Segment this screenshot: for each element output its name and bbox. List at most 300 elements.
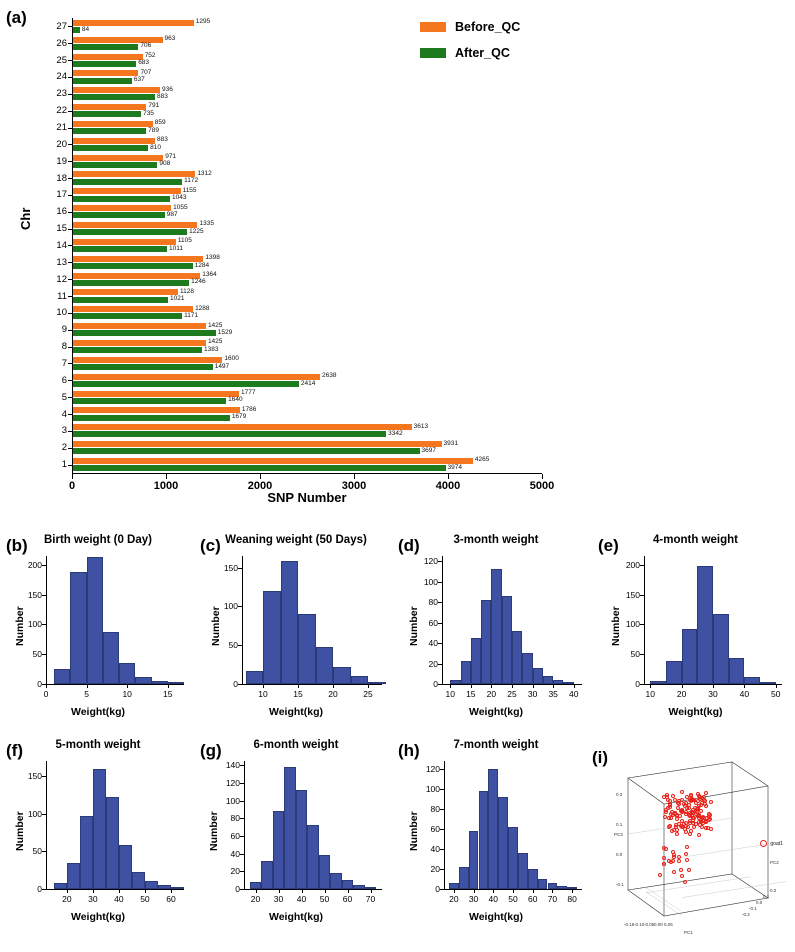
hp-g-y-tick-mark xyxy=(240,818,244,819)
hp-c-y-tick-50: 50 xyxy=(228,640,238,651)
hp-f-bar-0 xyxy=(54,883,67,889)
y-tick-label-chr-19: 19 xyxy=(56,155,67,167)
y-tick-label-chr-23: 23 xyxy=(56,88,67,100)
bar-value-after-qc-chr-10: 1171 xyxy=(184,312,199,320)
pca-point-151 xyxy=(679,868,683,872)
hp-c-bar-4 xyxy=(316,647,334,684)
hp-c-x-tick-mark xyxy=(368,684,369,688)
pca-y-tick-3: 0.1 xyxy=(763,894,770,899)
bar-before-qc-chr-3 xyxy=(72,424,412,430)
hp-c-x-tick-mark xyxy=(333,684,334,688)
hp-e-y-tick-0: 0 xyxy=(635,679,640,689)
bar-group-chr-2 xyxy=(61,439,542,456)
bar-after-qc-chr-14 xyxy=(72,246,167,252)
hp-c-bar-1 xyxy=(263,591,281,684)
hp-g-x-tick-50: 50 xyxy=(319,894,330,904)
hp-c-y-tick-mark xyxy=(238,606,242,607)
hp-h-x-tick-mark xyxy=(474,889,475,893)
y-tick-label-chr-7: 7 xyxy=(61,357,67,369)
hp-h-bar-5 xyxy=(498,797,508,889)
bar-value-before-qc-chr-25: 752 xyxy=(144,51,156,59)
pca-point-130 xyxy=(675,828,679,832)
hp-e-y-tick-mark xyxy=(640,624,644,625)
bar-after-qc-chr-24 xyxy=(72,78,132,84)
panel-b-label: (b) xyxy=(6,536,28,555)
bar-value-before-qc-chr-16: 1055 xyxy=(173,203,188,211)
bar-before-qc-chr-9 xyxy=(72,323,206,329)
x-tick-mark xyxy=(166,474,167,479)
y-tick-label-chr-27: 27 xyxy=(56,20,67,32)
bar-value-before-qc-chr-18: 1312 xyxy=(197,169,212,177)
panel-e-4month-weight-histogram xyxy=(596,528,795,726)
x-tick-label-0: 0 xyxy=(68,480,76,492)
pca-point-171 xyxy=(685,858,689,862)
hp-g-y-tick-40: 40 xyxy=(230,848,240,859)
bar-before-qc-chr-13 xyxy=(72,256,203,262)
hp-b-y-tick-mark xyxy=(42,565,46,566)
y-tick-label-chr-11: 11 xyxy=(57,290,67,302)
panel-d-3month-weight-histogram xyxy=(396,528,596,726)
hp-g-x-tick-mark xyxy=(325,889,326,893)
bar-value-after-qc-chr-7: 1497 xyxy=(214,362,230,370)
hp-e-y-tick-50: 50 xyxy=(630,649,640,660)
y-tick-label-chr-20: 20 xyxy=(56,138,67,150)
y-tick-label-chr-17: 17 xyxy=(56,189,67,201)
hp-c-y-tick-mark xyxy=(238,568,242,569)
panel-i-label: (i) xyxy=(592,748,609,767)
hp-h-bar-3 xyxy=(479,791,489,889)
pca-y-axis-label: PC2 xyxy=(770,860,779,865)
bar-after-qc-chr-17 xyxy=(72,196,170,202)
y-tick-label-chr-1: 1 xyxy=(61,459,67,471)
hp-d-x-tick-35: 35 xyxy=(548,689,558,699)
hp-e-bar-3 xyxy=(697,566,713,684)
bar-value-before-qc-chr-11: 1128 xyxy=(180,287,195,295)
hp-b-bar-0 xyxy=(54,669,70,684)
hp-b-bar-4 xyxy=(119,663,135,684)
hp-e-x-tick-mark xyxy=(650,684,651,688)
x-tick-label-2000: 2000 xyxy=(247,480,273,492)
panel-c-x-axis-label: Weight(kg) xyxy=(268,706,324,718)
hp-g-y-tick-0: 0 xyxy=(235,884,240,894)
panel-b-birth-weight-histogram xyxy=(0,528,196,726)
pca-point-152 xyxy=(658,873,662,877)
hp-f-x-tick-mark xyxy=(119,889,120,893)
hp-h-y-tick-mark xyxy=(440,769,444,770)
hp-b-y-tick-200: 200 xyxy=(27,559,42,570)
hp-d-x-tick-mark xyxy=(533,684,534,688)
hp-c-bar-0 xyxy=(246,671,264,684)
hp-d-bar-11 xyxy=(563,682,573,684)
hp-b-x-tick-0: 0 xyxy=(43,689,49,699)
panel-f-5month-weight-histogram xyxy=(0,733,196,933)
hp-f-y-tick-mark xyxy=(42,814,46,815)
pca-y-tick-2: 0.0 xyxy=(756,900,763,905)
hp-d-bar-8 xyxy=(533,668,543,684)
hp-d-bar-3 xyxy=(481,600,491,684)
y-tick-label-chr-3: 3 xyxy=(61,425,67,437)
panel-d-y-axis-label: Number xyxy=(408,606,420,646)
hp-d-bar-7 xyxy=(522,653,532,684)
bar-before-qc-chr-4 xyxy=(72,407,240,413)
hp-g-y-tick-mark xyxy=(240,783,244,784)
hp-f-x-tick-mark xyxy=(93,889,94,893)
panel-d-title: 3-month weight xyxy=(453,534,539,546)
hp-h-x-tick-mark xyxy=(533,889,534,893)
hp-d-x-tick-mark xyxy=(512,684,513,688)
bar-group-chr-19 xyxy=(56,153,542,170)
bar-before-qc-chr-11 xyxy=(72,289,178,295)
bar-after-qc-chr-20 xyxy=(72,145,148,151)
hp-g-x-tick-20: 20 xyxy=(250,894,261,904)
hp-e-bar-6 xyxy=(744,677,760,684)
hp-h-x-tick-mark xyxy=(493,889,494,893)
bar-group-chr-14 xyxy=(56,237,542,254)
hp-b-x-tick-mark xyxy=(46,684,47,688)
hp-g-bar-1 xyxy=(261,861,273,889)
hp-d-y-tick-mark xyxy=(438,582,442,583)
hp-f-y-tick-mark xyxy=(42,851,46,852)
pca-z-tick-3: 0.2 xyxy=(616,792,623,797)
hp-f-x-tick-40: 40 xyxy=(114,894,124,904)
hp-g-x-tick-40: 40 xyxy=(296,894,307,904)
hp-e-y-tick-mark xyxy=(640,595,644,596)
bar-value-before-qc-chr-3: 3613 xyxy=(413,422,429,430)
hp-e-bar-7 xyxy=(760,682,776,684)
pca-x-tick-1: -0.10 xyxy=(634,922,645,927)
hp-f-x-tick-mark xyxy=(67,889,68,893)
hp-e-x-tick-30: 30 xyxy=(708,689,718,699)
panel-g-label: (g) xyxy=(200,741,222,760)
hp-d-y-tick-mark xyxy=(438,602,442,603)
hp-h-bar-9 xyxy=(538,879,548,889)
hp-c-y-tick-0: 0 xyxy=(233,679,238,689)
hp-f-x-tick-mark xyxy=(171,889,172,893)
bar-value-after-qc-chr-22: 735 xyxy=(143,109,154,117)
hp-d-x-tick-mark xyxy=(471,684,472,688)
hp-d-x-tick-40: 40 xyxy=(569,689,579,699)
y-tick-label-chr-26: 26 xyxy=(56,37,67,49)
bar-value-after-qc-chr-27: 84 xyxy=(81,25,90,33)
bar-group-chr-16 xyxy=(56,203,542,220)
hp-f-y-axis xyxy=(46,761,47,890)
bar-before-qc-chr-21 xyxy=(72,121,153,127)
hp-b-x-tick-10: 10 xyxy=(122,689,132,699)
hp-d-y-tick-mark xyxy=(438,684,442,685)
hp-d-y-tick-mark xyxy=(438,561,442,562)
bar-before-qc-chr-17 xyxy=(72,188,181,194)
bar-group-chr-3 xyxy=(61,422,542,439)
bar-value-after-qc-chr-12: 1246 xyxy=(191,278,206,286)
bar-value-before-qc-chr-5: 1777 xyxy=(241,388,256,396)
hp-g-y-tick-140: 140 xyxy=(225,760,240,771)
panel-f-plot-area xyxy=(27,761,184,904)
pca-point-170 xyxy=(680,874,684,878)
bar-value-before-qc-chr-26: 963 xyxy=(164,35,176,43)
bar-group-chr-8 xyxy=(61,338,542,355)
bar-value-before-qc-chr-7: 1600 xyxy=(224,355,239,363)
hp-d-bar-9 xyxy=(543,676,553,684)
pca-point-149 xyxy=(684,830,688,834)
bar-group-chr-13 xyxy=(56,254,542,271)
pca-point-131 xyxy=(703,799,707,803)
y-tick-label-chr-22: 22 xyxy=(56,105,67,117)
panel-h-7month-weight-histogram xyxy=(396,733,596,933)
hp-f-bar-9 xyxy=(171,887,184,889)
bar-value-before-qc-chr-10: 1288 xyxy=(195,304,210,312)
pca-point-141 xyxy=(691,816,695,820)
hp-h-x-tick-50: 50 xyxy=(508,894,518,904)
hp-d-y-tick-40: 40 xyxy=(428,638,438,649)
hp-c-x-tick-15: 15 xyxy=(293,689,303,699)
hp-d-x-tick-25: 25 xyxy=(507,689,517,699)
panel-g-plot-area xyxy=(225,760,382,904)
hp-g-bar-5 xyxy=(307,825,319,889)
hp-h-y-axis xyxy=(444,761,445,890)
pca-point-96 xyxy=(697,833,701,837)
bar-value-after-qc-chr-6: 2414 xyxy=(300,379,316,387)
hp-h-y-tick-mark xyxy=(440,889,444,890)
bar-after-qc-chr-25 xyxy=(72,61,136,67)
hp-f-x-tick-60: 60 xyxy=(166,894,176,904)
panel-h-label: (h) xyxy=(398,741,420,760)
bar-value-before-qc-chr-9: 1425 xyxy=(207,321,223,329)
bar-group-chr-17 xyxy=(56,186,542,204)
bar-after-qc-chr-1 xyxy=(72,465,446,471)
pca-z-tick-2: 0.1 xyxy=(616,822,623,827)
hp-h-bar-7 xyxy=(518,853,528,889)
hp-h-y-tick-mark xyxy=(440,869,444,870)
pca-y-tick-4: 0.2 xyxy=(770,888,777,893)
hp-g-bar-6 xyxy=(319,855,331,889)
hp-e-bar-5 xyxy=(729,658,745,684)
bar-after-qc-chr-22 xyxy=(72,111,141,117)
pca-x-tick-3: 0.00 xyxy=(654,922,663,927)
bar-value-before-qc-chr-6: 2638 xyxy=(321,372,337,380)
hp-f-x-tick-20: 20 xyxy=(62,894,72,904)
hp-d-x-tick-mark xyxy=(491,684,492,688)
hp-b-x-tick-mark xyxy=(127,684,128,688)
hp-h-bar-11 xyxy=(557,886,567,889)
hp-f-x-tick-30: 30 xyxy=(88,894,98,904)
hp-b-x-tick-mark xyxy=(168,684,169,688)
hp-g-x-axis xyxy=(244,889,382,890)
hp-e-y-tick-mark xyxy=(640,654,644,655)
panel-b-plot-area xyxy=(27,556,184,699)
hp-b-bar-5 xyxy=(135,677,151,684)
y-tick-label-chr-6: 6 xyxy=(61,374,67,386)
hp-e-bar-2 xyxy=(682,629,698,684)
hp-b-bar-7 xyxy=(168,682,184,684)
pca-point-26 xyxy=(663,815,667,819)
bar-value-after-qc-chr-9: 1529 xyxy=(217,328,233,336)
bar-before-qc-chr-8 xyxy=(72,340,206,346)
hp-e-y-tick-200: 200 xyxy=(625,559,640,570)
hp-d-bar-4 xyxy=(491,569,501,684)
panel-e-label: (e) xyxy=(598,536,619,555)
bar-after-qc-chr-23 xyxy=(72,94,155,100)
hp-b-y-tick-mark xyxy=(42,595,46,596)
bar-after-qc-chr-8 xyxy=(72,347,202,353)
bar-after-qc-chr-13 xyxy=(72,263,193,269)
panel-c-y-axis-label: Number xyxy=(210,606,222,646)
hp-h-y-tick-0: 0 xyxy=(435,884,440,894)
panel-e-plot-area xyxy=(625,556,782,699)
y-tick-label-chr-4: 4 xyxy=(61,408,67,420)
bar-before-qc-chr-25 xyxy=(72,54,143,60)
bar-after-qc-chr-27 xyxy=(72,27,80,33)
bar-value-after-qc-chr-11: 1021 xyxy=(169,295,185,303)
hp-f-x-tick-mark xyxy=(145,889,146,893)
hp-d-y-tick-20: 20 xyxy=(428,658,438,669)
hp-g-y-tick-mark xyxy=(240,889,244,890)
bar-group-chr-1 xyxy=(61,456,542,473)
hp-b-y-tick-0: 0 xyxy=(37,679,42,689)
hp-e-bar-4 xyxy=(713,614,729,684)
pca-legend-marker xyxy=(760,840,767,847)
hp-e-x-tick-mark xyxy=(682,684,683,688)
hp-d-x-tick-10: 10 xyxy=(445,689,455,699)
y-tick-label-chr-15: 15 xyxy=(56,223,67,235)
bar-value-after-qc-chr-1: 3974 xyxy=(447,463,463,471)
x-tick-mark xyxy=(354,474,355,479)
hp-g-bar-8 xyxy=(342,880,354,889)
x-tick-mark xyxy=(542,474,543,479)
bar-before-qc-chr-5 xyxy=(72,391,239,397)
hp-d-y-tick-60: 60 xyxy=(428,617,438,628)
panel-e-x-axis-label: Weight(kg) xyxy=(668,706,723,718)
bar-value-after-qc-chr-21: 789 xyxy=(148,126,160,134)
hp-d-bar-6 xyxy=(512,631,522,684)
bar-value-after-qc-chr-3: 3342 xyxy=(388,430,403,438)
legend-label-before-qc: Before_QC xyxy=(455,20,521,34)
bar-value-before-qc-chr-17: 1155 xyxy=(182,186,197,194)
hp-d-y-tick-120: 120 xyxy=(423,556,438,567)
panel-b-x-axis-label: Weight(kg) xyxy=(70,706,126,718)
pca-point-77 xyxy=(700,825,704,829)
hp-g-y-tick-mark xyxy=(240,836,244,837)
hp-h-y-tick-100: 100 xyxy=(425,784,440,794)
hp-c-bar-3 xyxy=(298,614,316,684)
hp-c-bar-6 xyxy=(351,676,369,684)
hp-e-y-tick-100: 100 xyxy=(625,619,640,630)
bar-before-qc-chr-27 xyxy=(72,20,194,26)
hp-b-y-tick-100: 100 xyxy=(27,619,42,630)
panel-b-title: Birth weight (0 Day) xyxy=(44,534,152,546)
y-tick-label-chr-12: 12 xyxy=(56,273,67,285)
bar-group-chr-5 xyxy=(61,388,542,406)
hp-f-bar-1 xyxy=(67,863,80,889)
hp-c-y-tick-mark xyxy=(238,684,242,685)
y-tick-label-chr-24: 24 xyxy=(56,71,67,83)
hp-d-x-tick-30: 30 xyxy=(527,689,538,699)
hp-d-y-tick-0: 0 xyxy=(433,679,438,689)
panel-c-plot-area xyxy=(223,556,382,699)
pca-y-tick-0: -0.2 xyxy=(742,912,750,917)
y-tick-label-chr-5: 5 xyxy=(61,391,67,403)
hp-h-bar-2 xyxy=(469,831,479,889)
x-tick-mark xyxy=(72,474,73,479)
panel-g-title: 6-month weight xyxy=(253,739,339,751)
hp-h-y-tick-120: 120 xyxy=(425,764,440,774)
hp-h-y-tick-mark xyxy=(440,789,444,790)
hp-h-x-tick-60: 60 xyxy=(527,894,538,904)
hp-e-y-tick-mark xyxy=(640,684,644,685)
hp-c-y-axis xyxy=(242,556,243,685)
pca-point-138 xyxy=(667,816,671,820)
hp-c-y-tick-150: 150 xyxy=(223,562,238,573)
hp-e-x-tick-mark xyxy=(776,684,777,688)
hp-f-bar-7 xyxy=(145,881,158,889)
panel-i-pca-3d-scatter xyxy=(592,740,792,945)
y-tick-label-chr-9: 9 xyxy=(61,324,67,336)
hp-g-y-axis xyxy=(244,761,245,890)
hp-e-bar-0 xyxy=(650,681,666,684)
bar-after-qc-chr-26 xyxy=(72,44,138,50)
hp-h-x-tick-30: 30 xyxy=(468,894,479,904)
hp-c-x-tick-20: 20 xyxy=(328,689,338,699)
x-tick-mark xyxy=(260,474,261,479)
hp-d-bar-2 xyxy=(471,638,481,684)
bar-value-before-qc-chr-2: 3931 xyxy=(443,439,458,447)
panel-g-6month-weight-histogram xyxy=(196,733,396,933)
hp-d-bar-1 xyxy=(461,661,471,684)
legend-item-after-qc xyxy=(420,46,520,60)
bar-value-before-qc-chr-8: 1425 xyxy=(207,338,223,346)
hp-b-x-tick-15: 15 xyxy=(163,689,173,699)
hp-h-x-tick-mark xyxy=(513,889,514,893)
hp-b-y-tick-mark xyxy=(42,654,46,655)
bar-group-chr-7 xyxy=(61,355,542,372)
panel-d-label: (d) xyxy=(398,536,420,555)
bar-value-before-qc-chr-24: 707 xyxy=(140,68,152,76)
hp-h-x-tick-70: 70 xyxy=(547,894,558,904)
hp-c-bar-2 xyxy=(281,561,299,684)
bar-after-qc-chr-11 xyxy=(72,297,168,303)
hp-h-x-tick-mark xyxy=(552,889,553,893)
hp-f-bar-5 xyxy=(119,845,132,889)
panel-c-weaning-weight-histogram xyxy=(196,528,396,726)
pca-point-166 xyxy=(687,868,691,872)
hp-c-x-tick-10: 10 xyxy=(258,689,268,699)
bar-chart-y-axis xyxy=(72,18,73,474)
x-tick-mark xyxy=(448,474,449,479)
hp-d-x-tick-15: 15 xyxy=(466,689,476,699)
bar-value-after-qc-chr-18: 1172 xyxy=(184,177,199,185)
bar-after-qc-chr-15 xyxy=(72,229,187,235)
hp-d-y-tick-100: 100 xyxy=(423,576,438,587)
hp-f-bar-3 xyxy=(93,769,106,889)
bar-value-before-qc-chr-13: 1398 xyxy=(205,254,220,262)
bar-group-chr-15 xyxy=(56,220,542,237)
bar-value-before-qc-chr-4: 1786 xyxy=(241,405,257,413)
panel-h-plot-area xyxy=(425,761,582,904)
bar-before-qc-chr-14 xyxy=(72,239,176,245)
bar-group-chr-21 xyxy=(56,119,542,136)
hp-c-x-tick-mark xyxy=(298,684,299,688)
hp-g-x-tick-mark xyxy=(279,889,280,893)
hp-h-y-tick-mark xyxy=(440,809,444,810)
hp-g-y-tick-60: 60 xyxy=(230,831,240,842)
bar-before-qc-chr-16 xyxy=(72,205,171,211)
bar-group-chr-22 xyxy=(56,102,542,119)
hp-c-bar-7 xyxy=(368,682,386,684)
panel-g-x-axis-label: Weight(kg) xyxy=(268,911,324,923)
hp-e-x-tick-mark xyxy=(713,684,714,688)
hp-h-x-tick-20: 20 xyxy=(449,894,459,904)
pca-point-98 xyxy=(671,794,675,798)
pca-x-tick-4: 0.05 xyxy=(664,922,673,927)
